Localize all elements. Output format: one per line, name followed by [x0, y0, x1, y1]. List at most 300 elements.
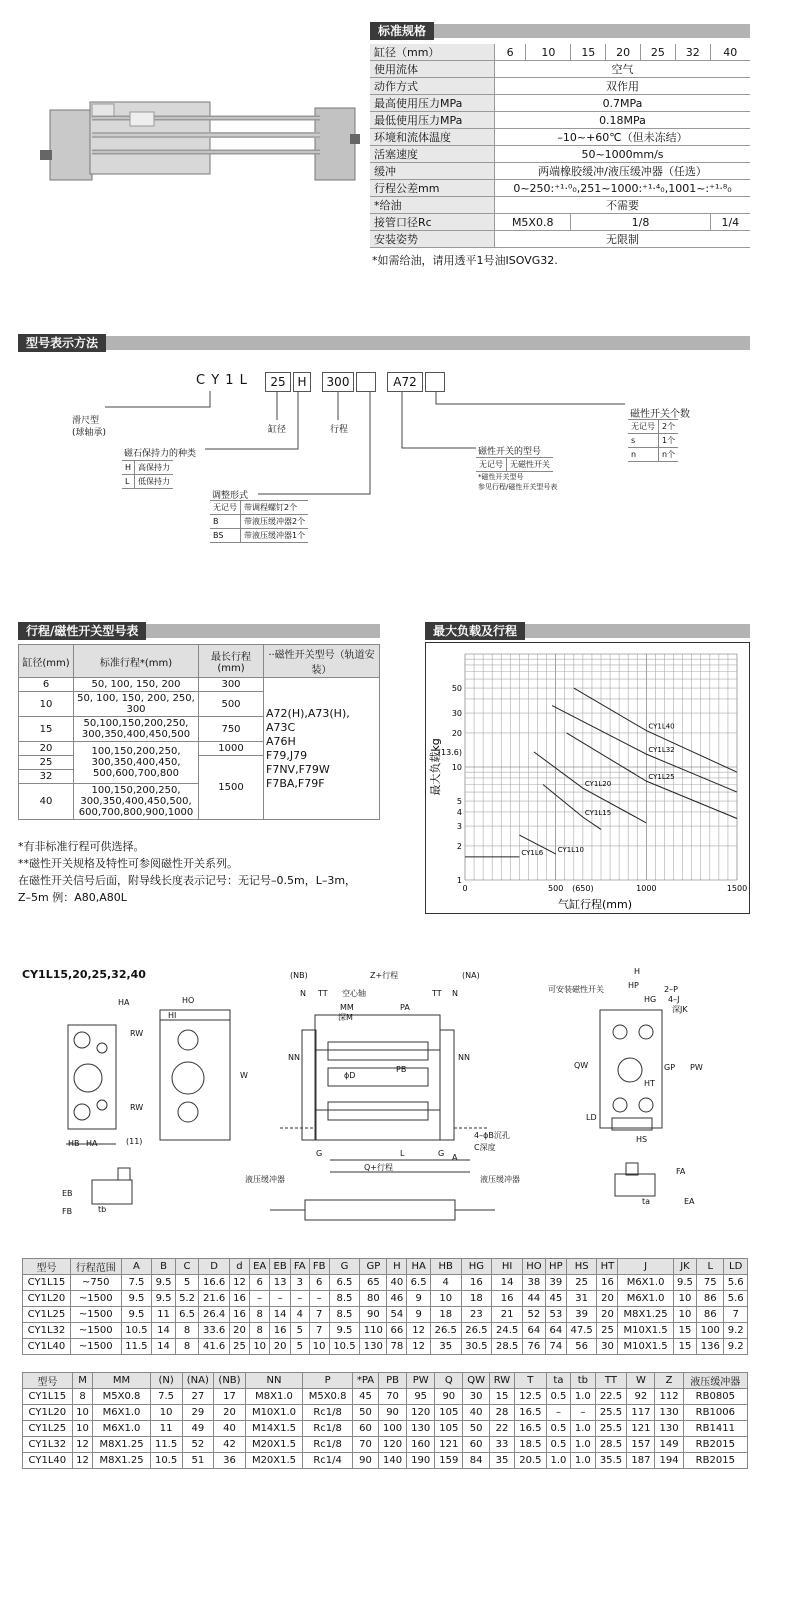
- dim-label-ht: HT: [644, 1079, 655, 1088]
- dim-cell: 12: [407, 1339, 431, 1355]
- spec-row-value: 1/8: [571, 214, 710, 231]
- dim-header: (N): [150, 1373, 182, 1389]
- dim-cell: 36: [214, 1453, 246, 1469]
- dim-cell: M6X1.0: [93, 1421, 150, 1437]
- dim-cell: 160: [407, 1437, 435, 1453]
- dim-cell: 14: [492, 1275, 523, 1291]
- chart-series-line: [552, 706, 737, 793]
- dim-cell: 10.5: [329, 1339, 360, 1355]
- dim-cell: 21: [492, 1307, 523, 1323]
- dim-label-tt-2: TT: [432, 989, 442, 998]
- dim-header: W: [627, 1373, 655, 1389]
- dim-cell: 8: [175, 1339, 199, 1355]
- dim-cell: –: [309, 1291, 329, 1307]
- stroke-bore: 10: [19, 692, 74, 717]
- switch-model: A76H: [266, 734, 296, 748]
- option-cell: 1个: [659, 434, 679, 448]
- dim-cell: 8: [249, 1323, 269, 1339]
- dim-header: G: [329, 1259, 360, 1275]
- stroke-max: 1500: [199, 756, 264, 820]
- dim-cell: 20: [214, 1405, 246, 1421]
- dim-cell: 11.5: [150, 1437, 182, 1453]
- dim-cell: 9.5: [152, 1291, 176, 1307]
- switch-note2: 参见行程/磁性开关型号表: [478, 483, 558, 491]
- chart-xtick: 0: [462, 884, 468, 893]
- dim-cell: 12: [72, 1437, 93, 1453]
- dim-cell: –: [571, 1405, 595, 1421]
- dim-cell: 9.5: [121, 1291, 152, 1307]
- dim-cell: 4: [430, 1275, 461, 1291]
- dim-cell: 64: [522, 1323, 545, 1339]
- dim-cell: M8X1.0: [245, 1389, 302, 1405]
- dim-cell: 10: [673, 1307, 697, 1323]
- dim-header: M: [72, 1373, 93, 1389]
- dim-header: C: [175, 1259, 199, 1275]
- dim-cell: 9.2: [724, 1339, 748, 1355]
- label-holding: 磁石保持力的种类: [124, 449, 197, 459]
- dim-cell: M5X0.8: [303, 1389, 353, 1405]
- dim-cell: 35.5: [595, 1453, 627, 1469]
- dim-header: d: [230, 1259, 250, 1275]
- option-cell: 2个: [659, 420, 679, 434]
- right-end-outline: [600, 1010, 662, 1128]
- dim-cell: 9.5: [329, 1323, 360, 1339]
- chart-title: 最大负载及行程: [425, 622, 525, 640]
- dim-label-p2: 2–P: [664, 985, 678, 994]
- dim-cell: 5: [290, 1339, 309, 1355]
- dim-cell: 20: [597, 1291, 618, 1307]
- dim-label-hs: HS: [636, 1135, 648, 1144]
- dim-header: 型号: [23, 1259, 71, 1275]
- dim-cell: 20: [597, 1307, 618, 1323]
- dim-cell: 105: [435, 1405, 463, 1421]
- dim-cell: 40: [214, 1421, 246, 1437]
- chart-series-label: CY1L10: [557, 845, 584, 854]
- dim-cell: 17: [214, 1389, 246, 1405]
- dim-cell: CY1L40: [23, 1339, 71, 1355]
- dim-cell: 40: [463, 1405, 490, 1421]
- dim-label-na: (NA): [462, 971, 480, 980]
- dim-cell: 117: [627, 1405, 655, 1421]
- stroke-bore: 25: [19, 756, 74, 770]
- dim-cell: 1.0: [571, 1421, 595, 1437]
- dim-label-ha-2: HA: [86, 1139, 98, 1148]
- dim-cell: 31: [566, 1291, 597, 1307]
- option-cell: 带调程螺钉2个: [241, 501, 309, 515]
- dim-label-mm: MM: [340, 1003, 354, 1012]
- chart-xtick: 500: [548, 884, 564, 893]
- dim-cell: 9: [407, 1291, 431, 1307]
- spec-bore-header: 25: [641, 44, 676, 61]
- label-stroke: 行程: [330, 425, 349, 435]
- dim-cell: 74: [545, 1339, 566, 1355]
- dim-cell: 4: [290, 1307, 309, 1323]
- block-outline: [160, 1010, 230, 1140]
- stroke-note: Z–5m 例：A80,A80L: [18, 891, 127, 904]
- chart-ytick: 50: [451, 684, 462, 694]
- dim-cell: 10: [72, 1421, 93, 1437]
- chart-series-label: CY1L15: [584, 809, 612, 818]
- model-leader-lines: [0, 0, 800, 560]
- dim-cell: 13: [270, 1275, 290, 1291]
- slide-body-outline: [315, 1015, 440, 1140]
- chart-ytick: 1: [456, 876, 462, 885]
- spec-row-label: 环境和流体温度: [370, 129, 495, 146]
- dim-label-h: H: [634, 967, 641, 976]
- switch-model: F7NV,F79W: [266, 762, 330, 776]
- dim-cell: 1.0: [546, 1453, 570, 1469]
- dim-cell: 100: [379, 1421, 407, 1437]
- code-stroke-box: 300: [322, 372, 354, 392]
- dim-label-qw: QW: [574, 1061, 589, 1070]
- dim-label-jk: 深JK: [672, 1005, 688, 1014]
- dim-cell: 26.5: [461, 1323, 492, 1339]
- dim-label-rw: RW: [130, 1029, 144, 1038]
- dim-header: L: [697, 1259, 724, 1275]
- dim-label-shock-right: 液压缓冲器: [480, 1175, 520, 1184]
- stroke-max: 1000: [199, 742, 264, 756]
- dimension-table-1: [22, 1258, 748, 1355]
- stroke-note: *有非标准行程可供选择。: [18, 840, 145, 853]
- dim-cell: 53: [545, 1307, 566, 1323]
- option-cell: BS: [210, 529, 241, 543]
- dim-label-tt: TT: [318, 989, 328, 998]
- table-row: [23, 1453, 748, 1469]
- dim-cell: 121: [627, 1421, 655, 1437]
- dim-header: TT: [595, 1373, 627, 1389]
- spec-row-value: 不需要: [495, 197, 751, 214]
- dim-cell: 16: [230, 1307, 250, 1323]
- dim-label-w: W: [240, 1071, 248, 1080]
- label-bore: 缸径: [268, 425, 287, 435]
- dim-header: MM: [93, 1373, 150, 1389]
- dim-cell: –: [249, 1291, 269, 1307]
- dim-label-zstroke: Z+行程: [370, 971, 399, 980]
- dim-label-ea: EA: [684, 1197, 695, 1206]
- dim-cell: 86: [697, 1291, 724, 1307]
- dim-cell: 25: [230, 1339, 250, 1355]
- dim-label-n-2: N: [452, 989, 458, 998]
- chart-ytick: 3: [456, 822, 462, 832]
- table-row: [23, 1323, 748, 1339]
- dim-cell: 26.4: [199, 1307, 230, 1323]
- table-row: [23, 1405, 748, 1421]
- stroke-col-switch: ··磁性开关型号（轨道安装）: [264, 645, 380, 678]
- dim-cell: M20X1.5: [245, 1453, 302, 1469]
- dim-cell: 29: [182, 1405, 214, 1421]
- dim-cell: 84: [463, 1453, 490, 1469]
- dim-cell: 23: [461, 1307, 492, 1323]
- dim-header: HB: [430, 1259, 461, 1275]
- dim-cell: 15: [673, 1339, 697, 1355]
- dim-cell: 9.5: [152, 1275, 176, 1291]
- dim-cell: 25: [597, 1323, 618, 1339]
- dim-cell: 24.5: [492, 1323, 523, 1339]
- dim-header: B: [152, 1259, 176, 1275]
- dim-header: (NB): [214, 1373, 246, 1389]
- dim-header: PB: [379, 1373, 407, 1389]
- dim-cell: 25: [566, 1275, 597, 1291]
- dim-cell: 9.5: [121, 1307, 152, 1323]
- spec-row-value: 1/4: [710, 214, 750, 231]
- dim-cell: 51: [182, 1453, 214, 1469]
- dim-label-hb: HB: [68, 1139, 80, 1148]
- chart-xtick: 1500: [726, 884, 748, 893]
- option-cell: 带液压缓冲器1个: [241, 529, 309, 543]
- spec-row-label: 行程公差mm: [370, 180, 495, 197]
- dim-header: HG: [461, 1259, 492, 1275]
- dim-label-tb: tb: [98, 1205, 107, 1214]
- dim-cell: 27: [182, 1389, 214, 1405]
- dim-cell: 41.6: [199, 1339, 230, 1355]
- dim-cell: 15: [673, 1323, 697, 1339]
- chart-series-label: CY1L32: [648, 746, 675, 755]
- dim-cell: RB1411: [683, 1421, 747, 1437]
- switch-model: F79,J79: [266, 748, 308, 762]
- dim-cell: ~1500: [70, 1291, 121, 1307]
- dim-cell: 16.5: [514, 1405, 546, 1421]
- end-plate-outline: [68, 1025, 116, 1129]
- dim-cell: 60: [353, 1421, 379, 1437]
- stroke-note: 在磁性开关信号后面，附导线长度表示记号：无记号–0.5m，L–3m，: [18, 874, 357, 887]
- chart-ytick: 4: [456, 807, 462, 817]
- dim-cell: 16: [461, 1275, 492, 1291]
- dim-label-hg: HG: [644, 995, 657, 1004]
- spec-row-label: 最高使用压力MPa: [370, 95, 495, 112]
- option-cell: 高保持力: [135, 461, 174, 475]
- dim-cell: CY1L20: [23, 1291, 71, 1307]
- dim-cell: 80: [360, 1291, 387, 1307]
- dim-cell: 5.2: [175, 1291, 199, 1307]
- dim-cell: 9.5: [673, 1275, 697, 1291]
- dim-cell: 25.5: [595, 1405, 627, 1421]
- dim-cell: 21.6: [199, 1291, 230, 1307]
- dim-cell: CY1L25: [23, 1421, 73, 1437]
- dim-cell: 15: [489, 1389, 514, 1405]
- dim-header: tb: [571, 1373, 595, 1389]
- option-cell: L: [122, 475, 135, 489]
- dim-header: ta: [546, 1373, 570, 1389]
- dim-cell: 95: [407, 1389, 435, 1405]
- dim-cell: ~1500: [70, 1323, 121, 1339]
- dim-cell: M10X1.0: [245, 1405, 302, 1421]
- spec-row-value: 无限制: [495, 231, 751, 248]
- dim-cell: 12: [230, 1275, 250, 1291]
- dim-cell: 130: [360, 1339, 387, 1355]
- option-cell: 低保持力: [135, 475, 174, 489]
- dim-cell: 9.2: [724, 1323, 748, 1339]
- spec-row-label: 动作方式: [370, 78, 495, 95]
- chart-ytick: 20: [451, 728, 462, 738]
- spec-row-label: 接管口径Rc: [370, 214, 495, 231]
- dim-cell: 3: [290, 1275, 309, 1291]
- dim-header: J: [618, 1259, 673, 1275]
- dim-label-qstroke: Q+行程: [364, 1163, 393, 1172]
- table-row: [23, 1437, 748, 1453]
- drawing-title: CY1L15,20,25,32,40: [22, 968, 146, 981]
- spec-row-label: 使用流体: [370, 61, 495, 78]
- dim-cell: 26.5: [430, 1323, 461, 1339]
- dim-cell: 8.5: [329, 1291, 360, 1307]
- dim-cell: M6X1.0: [618, 1275, 673, 1291]
- dim-cell: CY1L20: [23, 1405, 73, 1421]
- dimension-drawings: [0, 960, 800, 1250]
- dim-cell: 121: [435, 1437, 463, 1453]
- dim-label-ho: HO: [182, 996, 195, 1005]
- dim-header: 型号: [23, 1373, 73, 1389]
- dim-label-switchable: 可安装磁性开关: [548, 985, 604, 994]
- dim-cell: 49: [182, 1421, 214, 1437]
- dim-cell: 16: [270, 1323, 290, 1339]
- chart-series-label: CY1L25: [648, 773, 675, 782]
- switch-model: F7BA,F79F: [266, 776, 325, 790]
- dim-cell: 18.5: [514, 1437, 546, 1453]
- dim-cell: 149: [655, 1437, 683, 1453]
- dim-cell: 100: [697, 1323, 724, 1339]
- spec-row-value: 0.7MPa: [495, 95, 751, 112]
- code-bore-box: 25: [265, 372, 291, 392]
- dim-label-rw-2: RW: [130, 1103, 144, 1112]
- dim-cell: 130: [655, 1421, 683, 1437]
- stroke-bore: 20: [19, 742, 74, 756]
- dim-cell: RB1006: [683, 1405, 747, 1421]
- dim-header: PW: [407, 1373, 435, 1389]
- dim-cell: 16.5: [514, 1421, 546, 1437]
- dim-cell: 10: [309, 1339, 329, 1355]
- dim-cell: M8X1.25: [93, 1453, 150, 1469]
- dim-cell: 90: [360, 1307, 387, 1323]
- dim-label-ha: HA: [118, 998, 130, 1007]
- dim-cell: 10: [430, 1291, 461, 1307]
- option-cell: H: [122, 461, 135, 475]
- dim-cell: 0.5: [546, 1421, 570, 1437]
- adjust-table: [210, 500, 308, 543]
- dim-cell: 14: [152, 1323, 176, 1339]
- dim-cell: 39: [545, 1275, 566, 1291]
- dim-cell: 10.5: [121, 1323, 152, 1339]
- spec-row-value: 0~250:⁺¹·⁰₀,251~1000:⁺¹·⁴₀,1001~:⁺¹·⁸₀: [495, 180, 751, 197]
- dim-cell: 18: [430, 1307, 461, 1323]
- dim-cell: CY1L40: [23, 1453, 73, 1469]
- dim-label-pa: PA: [400, 1003, 410, 1012]
- dim-cell: 90: [435, 1389, 463, 1405]
- dim-cell: Rc1/8: [303, 1405, 353, 1421]
- dim-cell: 8: [175, 1323, 199, 1339]
- dim-cell: 0.5: [546, 1437, 570, 1453]
- table-row: [23, 1389, 748, 1405]
- chart-xtick: 1000: [636, 884, 657, 893]
- dim-cell: M8X1.25: [618, 1307, 673, 1323]
- chart-series-label: CY1L6: [521, 848, 544, 857]
- dim-cell: 38: [522, 1275, 545, 1291]
- stroke-max: 750: [199, 717, 264, 742]
- chart-ylabel: 最大负载kg: [429, 738, 442, 796]
- model-title: 型号表示方法: [18, 334, 106, 352]
- spec-bore-header: 32: [675, 44, 710, 61]
- spec-note: *如需给油，请用透平1号油ISOVG32.: [372, 254, 558, 267]
- dim-cell: CY1L25: [23, 1307, 71, 1323]
- label-slide: 滑尺型: [72, 416, 100, 426]
- dim-cell: 1.0: [571, 1389, 595, 1405]
- stroke-notes: [18, 838, 356, 906]
- stroke-bore: 6: [19, 678, 74, 692]
- chart-xtick: (650): [572, 884, 594, 893]
- stroke-col-standard: 标准行程*(mm): [74, 645, 199, 678]
- dim-cell: 45: [545, 1291, 566, 1307]
- dim-cell: 33.6: [199, 1323, 230, 1339]
- switch-note1: *磁性开关型号: [478, 473, 524, 481]
- dim-cell: 120: [407, 1405, 435, 1421]
- code-holding-box: H: [293, 372, 311, 392]
- model-prefix: C Y 1 L: [196, 373, 248, 388]
- dim-cell: 9: [407, 1307, 431, 1323]
- dim-cell: 136: [697, 1339, 724, 1355]
- dim-cell: 52: [182, 1437, 214, 1453]
- dim-cell: 18: [461, 1291, 492, 1307]
- dim-label-phid: ϕD: [344, 1071, 356, 1080]
- dim-header: Q: [435, 1373, 463, 1389]
- dim-cell: 140: [379, 1453, 407, 1469]
- dim-label-hole: 4–ϕB沉孔: [474, 1131, 510, 1140]
- dim-cell: 40: [387, 1275, 407, 1291]
- spec-row-value: 50~1000mm/s: [495, 146, 751, 163]
- spec-row-label: *给油: [370, 197, 495, 214]
- chart-ytick: 5: [456, 797, 462, 807]
- dim-cell: 10: [249, 1339, 269, 1355]
- dim-cell: 50: [353, 1405, 379, 1421]
- spec-row-label: 活塞速度: [370, 146, 495, 163]
- dim-label-ld: LD: [586, 1113, 597, 1122]
- dim-header: NN: [245, 1373, 302, 1389]
- dim-cell: 22: [489, 1421, 514, 1437]
- spec-row-label: 最低使用压力MPa: [370, 112, 495, 129]
- switch-model: A72(H),A73(H),: [266, 706, 350, 720]
- dim-cell: 30: [463, 1389, 490, 1405]
- dim-cell: 25.5: [595, 1421, 627, 1437]
- dim-cell: 20.5: [514, 1453, 546, 1469]
- dim-label-n11: (11): [126, 1137, 143, 1146]
- dim-cell: 16.6: [199, 1275, 230, 1291]
- dim-cell: 90: [353, 1453, 379, 1469]
- dim-header: FB: [309, 1259, 329, 1275]
- dim-cell: 7: [724, 1307, 748, 1323]
- dim-cell: 92: [627, 1389, 655, 1405]
- dim-header: P: [303, 1373, 353, 1389]
- switch-model: A73C: [266, 720, 296, 734]
- dim-cell: 56: [566, 1339, 597, 1355]
- spec-row-value: 0.18MPa: [495, 112, 751, 129]
- option-cell: n: [628, 448, 659, 462]
- dim-cell: 14: [270, 1307, 290, 1323]
- dim-header: EB: [270, 1259, 290, 1275]
- dim-cell: 130: [655, 1405, 683, 1421]
- chart-series-label: CY1L40: [648, 722, 675, 731]
- spec-row-value: 双作用: [495, 78, 751, 95]
- dim-cell: 28: [489, 1405, 514, 1421]
- dim-label-gp: GP: [664, 1063, 676, 1072]
- dim-cell: 30: [597, 1339, 618, 1355]
- stroke-max: 500: [199, 692, 264, 717]
- label-count: 磁性开关个数: [630, 409, 690, 420]
- dim-cell: 7.5: [121, 1275, 152, 1291]
- stroke-bore: 32: [19, 770, 74, 784]
- spec-row-value: 空气: [495, 61, 751, 78]
- dim-cell: 6: [249, 1275, 269, 1291]
- dim-cell: 44: [522, 1291, 545, 1307]
- label-slide-sub: (球轴承): [72, 428, 107, 438]
- holding-table: [122, 460, 173, 489]
- dim-cell: 16: [492, 1291, 523, 1307]
